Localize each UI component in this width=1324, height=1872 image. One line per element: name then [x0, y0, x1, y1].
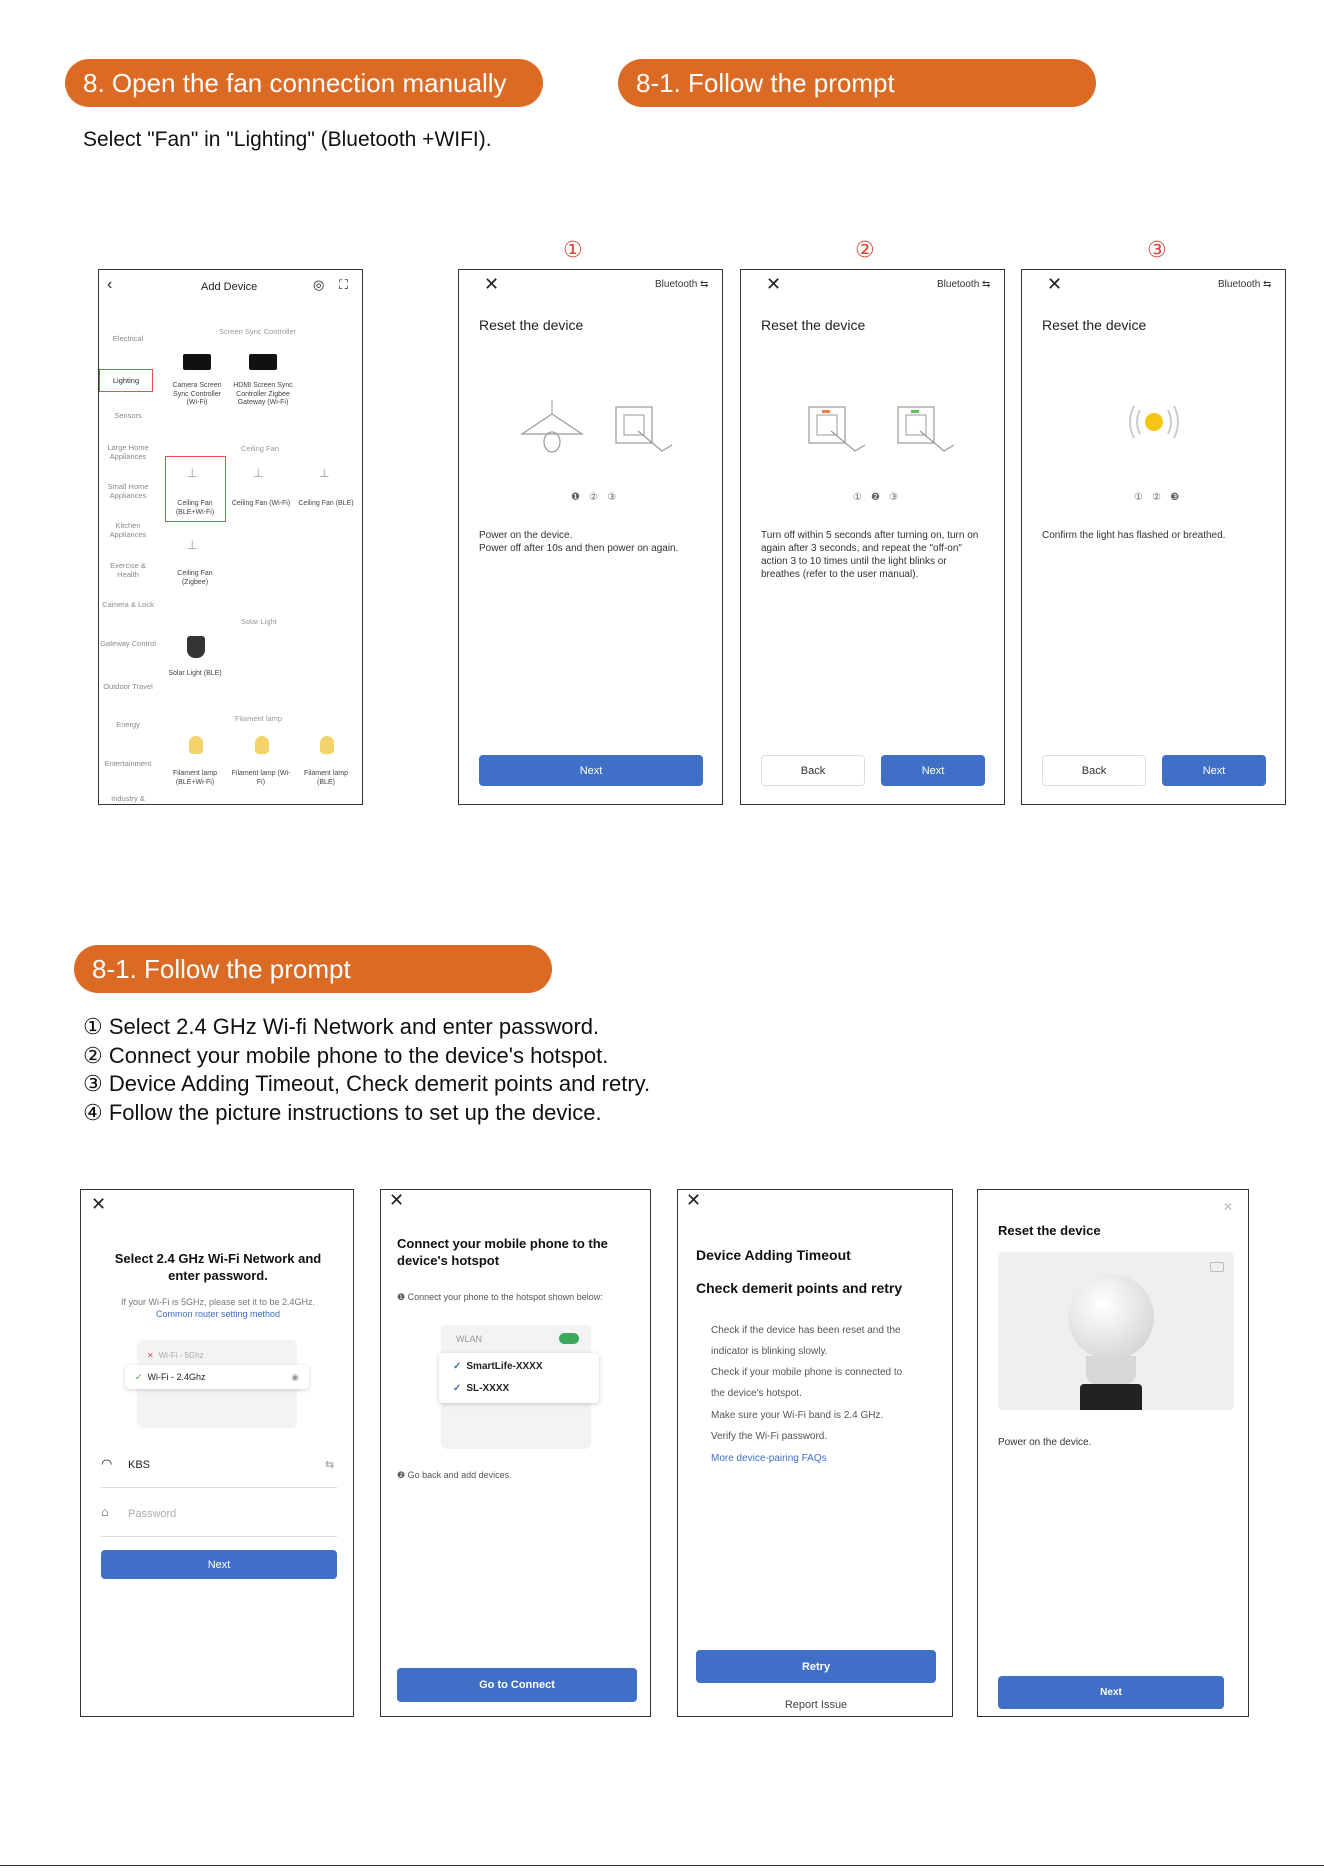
bluetooth-label: Bluetooth ⇆ [1218, 279, 1272, 290]
check-line: Make sure your Wi-Fi band is 2.4 GHz. [711, 1410, 884, 1421]
reset-screen-1 [458, 269, 723, 805]
retry-button[interactable]: Retry [696, 1650, 936, 1683]
tile-fan-zigbee[interactable]: Ceiling Fan (Zigbee) [177, 570, 213, 586]
back-button[interactable]: Back [1042, 755, 1146, 786]
close-icon[interactable]: ✕ [389, 1190, 405, 1211]
hotspot-step2: ❷ Go back and add devices. [397, 1470, 512, 1480]
tile-camera-sync[interactable]: Camera Screen Sync Controller (Wi-Fi) [172, 382, 222, 406]
category-small-home[interactable]: Small Home Appliances [107, 482, 149, 500]
check-line: indicator is blinking slowly. [711, 1346, 828, 1357]
category-energy[interactable]: Energy [116, 720, 140, 729]
check-line: Check if the device has been reset and the [711, 1325, 901, 1336]
bluetooth-label: Bluetooth ⇆ [655, 279, 709, 290]
reset-desc-line1: Power on the device. [479, 530, 573, 541]
lock-icon: ⌂ [101, 1505, 109, 1519]
qr-scan-icon[interactable]: ⛶ [339, 278, 349, 293]
bulb-title: Reset the device [998, 1223, 1101, 1238]
reset-desc: Confirm the light has flashed or breathed. [1042, 530, 1226, 541]
step8-header: 8. Open the fan connection manually [65, 59, 543, 107]
check-line: the device's hotspot. [711, 1388, 802, 1399]
wlan-label: WLAN [456, 1334, 483, 1344]
net-5g-label: Wi-Fi - 5Ghz [158, 1350, 204, 1360]
category-lighting[interactable]: Lighting [99, 369, 153, 392]
timeout-subtitle: Check demerit points and retry [696, 1280, 903, 1296]
next-button[interactable]: Next [998, 1676, 1224, 1709]
hotspot-step1: ❶ Connect your phone to the hotspot shown below: [397, 1292, 603, 1302]
section-solar-light: Solar Light [241, 617, 277, 626]
tile-lamp-wifi[interactable]: Filament lamp (Wi-Fi) [231, 770, 291, 786]
close-icon[interactable]: ✕ [766, 274, 782, 295]
switch-on-icon [896, 405, 956, 460]
step-dots: ① ❷ ③ [853, 492, 902, 503]
list-item: ③ Device Adding Timeout, Check demerit points and retry. [83, 1071, 651, 1096]
wifi-screen [80, 1189, 354, 1717]
wifi-24g-row [125, 1365, 309, 1389]
category-camera[interactable]: Camera & Lock [102, 600, 154, 609]
category-sensors[interactable]: Sensors [114, 411, 142, 420]
close-icon[interactable]: ✕ [1223, 1200, 1234, 1214]
bulb-socket [1080, 1384, 1142, 1410]
timeout-title: Device Adding Timeout [696, 1247, 851, 1263]
filament-lamp-icon [189, 736, 203, 754]
step-number-2: ② [855, 238, 875, 263]
tile-solar-ble[interactable]: Solar Light (BLE) [168, 670, 222, 677]
wifi-signal-icon: ◉ [291, 1371, 299, 1382]
footer-rule [0, 1865, 1324, 1866]
reset-title: Reset the device [1042, 317, 1147, 333]
close-icon[interactable]: ✕ [91, 1194, 107, 1215]
step81-header-bottom: 8-1. Follow the prompt [74, 945, 552, 993]
video-icon[interactable] [1210, 1262, 1224, 1272]
switch-off-icon [807, 405, 867, 460]
ceiling-fan-icon: ⊥ [253, 466, 264, 480]
wifi-icon: ◠ [101, 1457, 113, 1472]
ceiling-fan-icon: ⊥ [319, 466, 330, 480]
wifi-note: If your Wi-Fi is 5GHz, please set it to be 2.4GHz. [120, 1297, 316, 1307]
section-filament-lamp: Filament lamp [235, 714, 283, 723]
ssid-value[interactable]: KBS [128, 1459, 151, 1471]
filament-lamp-icon [320, 736, 334, 754]
check-icon: ✓ [453, 1383, 462, 1394]
scan-icon[interactable]: ◎ [313, 278, 325, 293]
solar-light-icon [187, 636, 205, 658]
camera-sync-device-icon [183, 354, 211, 370]
timeout-screen [677, 1189, 953, 1717]
bluetooth-label: Bluetooth ⇆ [937, 279, 991, 290]
wifi-title: Select 2.4 GHz Wi-Fi Network and enter password. [114, 1251, 322, 1283]
category-exercise[interactable]: Exercise & Health [110, 561, 146, 579]
hotspot-screen [380, 1189, 651, 1717]
section-ceiling-fan: Ceiling Fan [241, 444, 279, 453]
category-gateway[interactable]: Gateway Control [100, 639, 156, 648]
report-issue-link[interactable]: Report Issue [784, 1699, 848, 1711]
switch-press-icon [614, 405, 674, 460]
hotspot-title: Connect your mobile phone to the device's hotspot [397, 1236, 608, 1268]
error-icon: ✕ [147, 1350, 154, 1360]
ceiling-fan-icon: ⊥ [187, 538, 198, 552]
add-device-title: Add Device [201, 281, 258, 293]
bulb-reset-screen [977, 1189, 1249, 1717]
password-field[interactable]: Password [128, 1508, 177, 1520]
reset-screen-2 [740, 269, 1005, 805]
tile-lamp-ble-wifi[interactable]: Filament lamp (BLE+Wi-Fi) [173, 770, 217, 786]
router-setting-link[interactable]: Common router setting method [155, 1309, 281, 1319]
next-button[interactable]: Next [1162, 755, 1266, 786]
tile-fan-wifi[interactable]: Ceiling Fan (Wi-Fi) [231, 500, 291, 507]
net1-label: SmartLife-XXXX [466, 1361, 543, 1372]
bulb-image [1068, 1274, 1154, 1360]
category-lighting-highlight[interactable] [99, 306, 152, 331]
category-industry[interactable]: Industry & [111, 794, 145, 803]
bulb-base [1086, 1356, 1136, 1384]
intro-text: Select "Fan" in "Lighting" (Bluetooth +WIFI). [83, 128, 492, 151]
category-large-home[interactable]: Large Home Appliances [107, 443, 149, 461]
reset-desc-line2: Power off after 10s and then power on again. [479, 543, 679, 554]
close-icon[interactable]: ✕ [686, 1190, 702, 1211]
check-icon: ✓ [135, 1371, 143, 1382]
list-item: ② Connect your mobile phone to the device's hotspot. [83, 1043, 609, 1068]
hotspot-net2 [453, 1383, 509, 1394]
category-entertainment[interactable]: Entertainment [104, 759, 152, 768]
step-number-1: ① [563, 238, 583, 263]
bulb-video-frame [998, 1252, 1234, 1410]
next-button[interactable]: Next [479, 755, 703, 786]
reset-screen-3 [1021, 269, 1286, 805]
lamp-icon [517, 400, 587, 460]
category-kitchen[interactable]: Kitchen Appliances [109, 521, 147, 539]
check-line: Check if your mobile phone is connected to [711, 1367, 903, 1378]
net2-label: SL-XXXX [466, 1383, 510, 1394]
hotspot-net1 [453, 1361, 543, 1372]
next-button[interactable]: Next [881, 755, 985, 786]
tile-fan-ble[interactable]: Ceiling Fan (BLE) [298, 500, 354, 507]
back-arrow-icon[interactable]: ‹ [107, 276, 113, 293]
switch-network-icon[interactable]: ⇆ [325, 1459, 335, 1471]
check-icon: ✓ [453, 1361, 462, 1372]
section-screen-sync: Screen Sync Controller [219, 327, 297, 336]
category-electrical[interactable]: Electrical [112, 334, 144, 343]
password-divider [101, 1536, 337, 1537]
next-button[interactable]: Next [101, 1550, 337, 1579]
step-dots: ❶ ② ③ [571, 492, 620, 503]
category-outdoor[interactable]: Outdoor Travel [103, 682, 153, 691]
hdmi-sync-device-icon [249, 354, 277, 370]
tile-lamp-ble[interactable]: Filament lamp (BLE) [304, 770, 348, 786]
add-device-screen [98, 269, 363, 805]
net-24g-label: Wi-Fi - 2.4Ghz [147, 1372, 206, 1382]
back-button[interactable]: Back [761, 755, 865, 786]
list-item: ④ Follow the picture instructions to set up the device. [83, 1100, 602, 1125]
wlan-toggle [559, 1333, 579, 1344]
ceiling-fan-icon: ⊥ [187, 466, 198, 480]
close-icon[interactable]: ✕ [1047, 274, 1063, 295]
reset-desc: Turn off within 5 seconds after turning on, turn on again after 3 seconds, and repeat the "off-on" action 3 to 10 times until the light blinks or breathes (refer to the user manual). [761, 530, 979, 580]
check-line: Verify the Wi-Fi password. [711, 1431, 828, 1442]
reset-title: Reset the device [479, 317, 584, 333]
reset-title: Reset the device [761, 317, 866, 333]
tile-fan-ble-wifi[interactable]: Ceiling Fan (BLE+Wi-Fi) [175, 500, 215, 516]
flashing-light-icon [1126, 400, 1182, 444]
faq-link[interactable]: More device-pairing FAQs [711, 1453, 827, 1464]
step-number-3: ③ [1147, 238, 1167, 263]
filament-lamp-icon [255, 736, 269, 754]
step81-header-top: 8-1. Follow the prompt [618, 59, 1096, 107]
list-item: ① Select 2.4 GHz Wi-fi Network and enter password. [83, 1014, 600, 1039]
step-dots: ① ② ❸ [1134, 492, 1183, 503]
tile-hdmi-sync[interactable]: HDMI Screen Sync Controller Zigbee Gateway (Wi-Fi) [233, 382, 293, 406]
close-icon[interactable]: ✕ [484, 274, 500, 295]
bulb-desc: Power on the device. [998, 1437, 1092, 1448]
wifi-5g-row [147, 1347, 287, 1363]
ssid-divider [101, 1487, 337, 1488]
go-to-connect-button[interactable]: Go to Connect [397, 1668, 637, 1702]
